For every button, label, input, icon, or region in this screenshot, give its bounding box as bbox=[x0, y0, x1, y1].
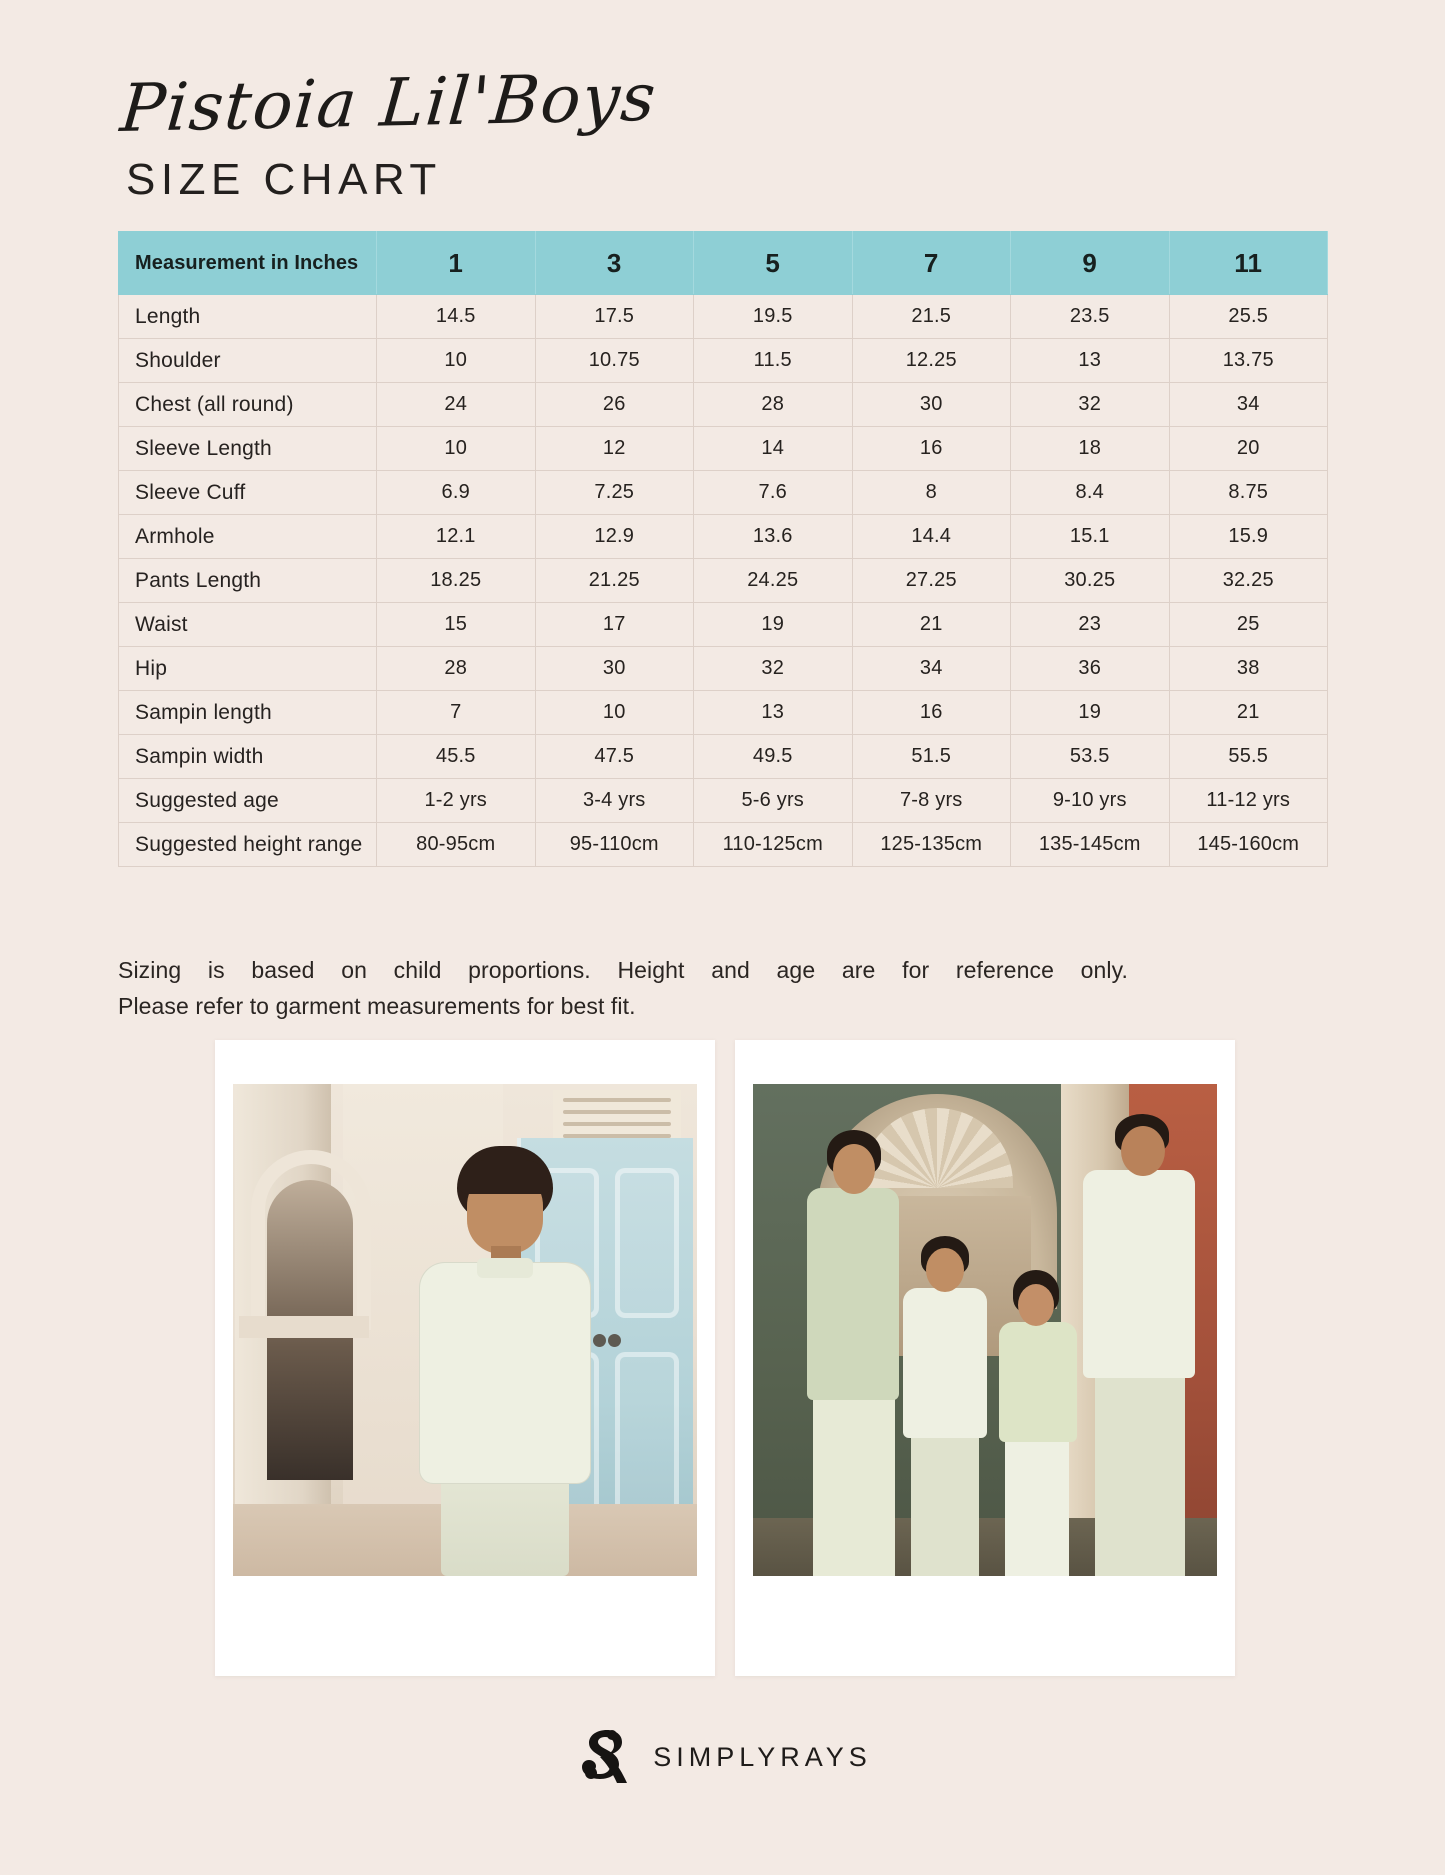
column-header-size-11: 11 bbox=[1169, 232, 1328, 295]
girl-face bbox=[1018, 1284, 1054, 1326]
table-cell: 7 bbox=[377, 691, 536, 735]
table-row bbox=[119, 647, 1328, 691]
page-title-script: Pistoia Lil'Boys bbox=[117, 58, 660, 147]
mother-face bbox=[833, 1144, 875, 1194]
table-cell: 7.6 bbox=[694, 471, 853, 515]
boy-in-archway-photo-image bbox=[233, 1084, 697, 1576]
table-cell: 21.5 bbox=[852, 295, 1011, 339]
table-cell: 27.25 bbox=[852, 559, 1011, 603]
table-cell: 25.5 bbox=[1169, 295, 1328, 339]
table-row bbox=[119, 559, 1328, 603]
row-label: Length bbox=[119, 295, 377, 339]
father-pants bbox=[1095, 1374, 1185, 1576]
table-cell: 11-12 yrs bbox=[1169, 779, 1328, 823]
row-label: Sleeve Cuff bbox=[119, 471, 377, 515]
table-cell: 95-110cm bbox=[535, 823, 694, 867]
table-row bbox=[119, 779, 1328, 823]
table-cell: 19 bbox=[694, 603, 853, 647]
column-header-size-1: 1 bbox=[377, 232, 536, 295]
table-cell: 18 bbox=[1011, 427, 1170, 471]
father-figure bbox=[1071, 1114, 1203, 1576]
archway-ledge bbox=[239, 1316, 369, 1338]
table-cell: 30 bbox=[852, 383, 1011, 427]
table-cell: 15 bbox=[377, 603, 536, 647]
row-label: Shoulder bbox=[119, 339, 377, 383]
table-cell: 125-135cm bbox=[852, 823, 1011, 867]
table-cell: 16 bbox=[852, 427, 1011, 471]
boy-face bbox=[926, 1248, 964, 1292]
table-cell: 7-8 yrs bbox=[852, 779, 1011, 823]
girl-top bbox=[999, 1322, 1077, 1442]
table-cell: 21.25 bbox=[535, 559, 694, 603]
table-cell: 14.4 bbox=[852, 515, 1011, 559]
table-cell: 10 bbox=[377, 339, 536, 383]
table-cell: 30.25 bbox=[1011, 559, 1170, 603]
row-label: Hip bbox=[119, 647, 377, 691]
boy-model-figure bbox=[411, 1146, 601, 1576]
model-fringe bbox=[459, 1160, 551, 1194]
table-cell: 6.9 bbox=[377, 471, 536, 515]
sizing-note-line-1: Sizing is based on child proportions. Height and age are for reference only. bbox=[118, 957, 1128, 983]
table-cell: 80-95cm bbox=[377, 823, 536, 867]
family-group-photo bbox=[735, 1040, 1235, 1676]
table-cell: 26 bbox=[535, 383, 694, 427]
table-cell: 49.5 bbox=[694, 735, 853, 779]
page-title: SIZE CHART bbox=[126, 155, 442, 204]
model-collar bbox=[477, 1258, 533, 1278]
table-cell: 13.75 bbox=[1169, 339, 1328, 383]
table-row bbox=[119, 383, 1328, 427]
table-body bbox=[119, 295, 1328, 867]
family-group-photo-image bbox=[753, 1084, 1217, 1576]
table-cell: 23 bbox=[1011, 603, 1170, 647]
table-cell: 23.5 bbox=[1011, 295, 1170, 339]
father-face bbox=[1121, 1126, 1165, 1176]
table-cell: 45.5 bbox=[377, 735, 536, 779]
size-chart-table-wrapper bbox=[118, 231, 1327, 867]
row-label: Sampin length bbox=[119, 691, 377, 735]
table-cell: 28 bbox=[377, 647, 536, 691]
table-cell: 36 bbox=[1011, 647, 1170, 691]
table-cell: 8.75 bbox=[1169, 471, 1328, 515]
row-label: Suggested height range bbox=[119, 823, 377, 867]
row-label: Chest (all round) bbox=[119, 383, 377, 427]
table-row bbox=[119, 471, 1328, 515]
table-row bbox=[119, 823, 1328, 867]
door-panel bbox=[615, 1168, 679, 1318]
table-cell: 12.1 bbox=[377, 515, 536, 559]
table-cell: 10 bbox=[377, 427, 536, 471]
table-cell: 32 bbox=[1011, 383, 1170, 427]
table-cell: 12.9 bbox=[535, 515, 694, 559]
door-knob bbox=[608, 1334, 621, 1347]
row-label: Sampin width bbox=[119, 735, 377, 779]
table-cell: 9-10 yrs bbox=[1011, 779, 1170, 823]
table-cell: 145-160cm bbox=[1169, 823, 1328, 867]
table-cell: 24.25 bbox=[694, 559, 853, 603]
model-pants bbox=[441, 1478, 569, 1576]
table-cell: 10.75 bbox=[535, 339, 694, 383]
column-header-size-9: 9 bbox=[1011, 232, 1170, 295]
table-cell: 19.5 bbox=[694, 295, 853, 339]
column-header-size-7: 7 bbox=[852, 232, 1011, 295]
table-cell: 38 bbox=[1169, 647, 1328, 691]
row-label: Armhole bbox=[119, 515, 377, 559]
table-cell: 34 bbox=[1169, 383, 1328, 427]
table-cell: 17 bbox=[535, 603, 694, 647]
sizing-note-line-2: Please refer to garment measurements for best fit. bbox=[118, 993, 636, 1020]
table-cell: 11.5 bbox=[694, 339, 853, 383]
table-cell: 14.5 bbox=[377, 295, 536, 339]
table-cell: 47.5 bbox=[535, 735, 694, 779]
heading-block bbox=[117, 58, 1018, 204]
table-cell: 17.5 bbox=[535, 295, 694, 339]
table-cell: 5-6 yrs bbox=[694, 779, 853, 823]
table-cell: 15.9 bbox=[1169, 515, 1328, 559]
table-cell: 8.4 bbox=[1011, 471, 1170, 515]
family-scene bbox=[753, 1084, 1217, 1576]
row-label: Waist bbox=[119, 603, 377, 647]
table-cell: 12 bbox=[535, 427, 694, 471]
table-cell: 32 bbox=[694, 647, 853, 691]
table-row bbox=[119, 691, 1328, 735]
table-row bbox=[119, 427, 1328, 471]
boy-figure bbox=[893, 1236, 997, 1576]
table-cell: 7.25 bbox=[535, 471, 694, 515]
table-cell: 30 bbox=[535, 647, 694, 691]
table-cell: 13.6 bbox=[694, 515, 853, 559]
table-header-row bbox=[119, 232, 1328, 295]
table-cell: 20 bbox=[1169, 427, 1328, 471]
table-cell: 24 bbox=[377, 383, 536, 427]
archway-scene bbox=[233, 1084, 697, 1576]
photo-gallery bbox=[0, 1040, 1445, 1680]
row-label: Sleeve Length bbox=[119, 427, 377, 471]
table-cell: 28 bbox=[694, 383, 853, 427]
table-cell: 18.25 bbox=[377, 559, 536, 603]
table-cell: 13 bbox=[1011, 339, 1170, 383]
column-header-measurement: Measurement in Inches bbox=[119, 232, 377, 295]
table-cell: 25 bbox=[1169, 603, 1328, 647]
mother-skirt bbox=[813, 1396, 895, 1576]
mother-kebaya bbox=[807, 1188, 899, 1400]
boy-pants bbox=[911, 1434, 979, 1576]
father-baju-top bbox=[1083, 1170, 1195, 1378]
table-cell: 13 bbox=[694, 691, 853, 735]
table-cell: 10 bbox=[535, 691, 694, 735]
brand-wordmark: SIMPLYRAYS bbox=[653, 1741, 872, 1772]
table-cell: 15.1 bbox=[1011, 515, 1170, 559]
table-cell: 21 bbox=[1169, 691, 1328, 735]
girl-skirt bbox=[1005, 1438, 1069, 1576]
table-cell: 3-4 yrs bbox=[535, 779, 694, 823]
table-cell: 19 bbox=[1011, 691, 1170, 735]
sizing-note bbox=[118, 952, 1128, 1025]
table-cell: 21 bbox=[852, 603, 1011, 647]
row-label: Suggested age bbox=[119, 779, 377, 823]
row-label: Pants Length bbox=[119, 559, 377, 603]
table-row bbox=[119, 295, 1328, 339]
table-cell: 16 bbox=[852, 691, 1011, 735]
table-cell: 53.5 bbox=[1011, 735, 1170, 779]
table-cell: 51.5 bbox=[852, 735, 1011, 779]
table-cell: 8 bbox=[852, 471, 1011, 515]
table-row bbox=[119, 515, 1328, 559]
model-baju-top bbox=[419, 1262, 591, 1484]
table-cell: 12.25 bbox=[852, 339, 1011, 383]
table-cell: 55.5 bbox=[1169, 735, 1328, 779]
footer bbox=[0, 1726, 1445, 1788]
table-row bbox=[119, 603, 1328, 647]
sr-monogram-icon bbox=[573, 1726, 633, 1788]
table-header bbox=[119, 232, 1328, 295]
table-row bbox=[119, 735, 1328, 779]
size-chart-table bbox=[118, 231, 1328, 867]
boy-baju-top bbox=[903, 1288, 987, 1438]
table-cell: 34 bbox=[852, 647, 1011, 691]
table-cell: 110-125cm bbox=[694, 823, 853, 867]
column-header-size-5: 5 bbox=[694, 232, 853, 295]
table-cell: 32.25 bbox=[1169, 559, 1328, 603]
table-cell: 14 bbox=[694, 427, 853, 471]
table-row bbox=[119, 339, 1328, 383]
table-cell: 135-145cm bbox=[1011, 823, 1170, 867]
column-header-size-3: 3 bbox=[535, 232, 694, 295]
boy-in-archway-photo bbox=[215, 1040, 715, 1676]
table-cell: 1-2 yrs bbox=[377, 779, 536, 823]
archway-arch-ring bbox=[251, 1150, 371, 1330]
